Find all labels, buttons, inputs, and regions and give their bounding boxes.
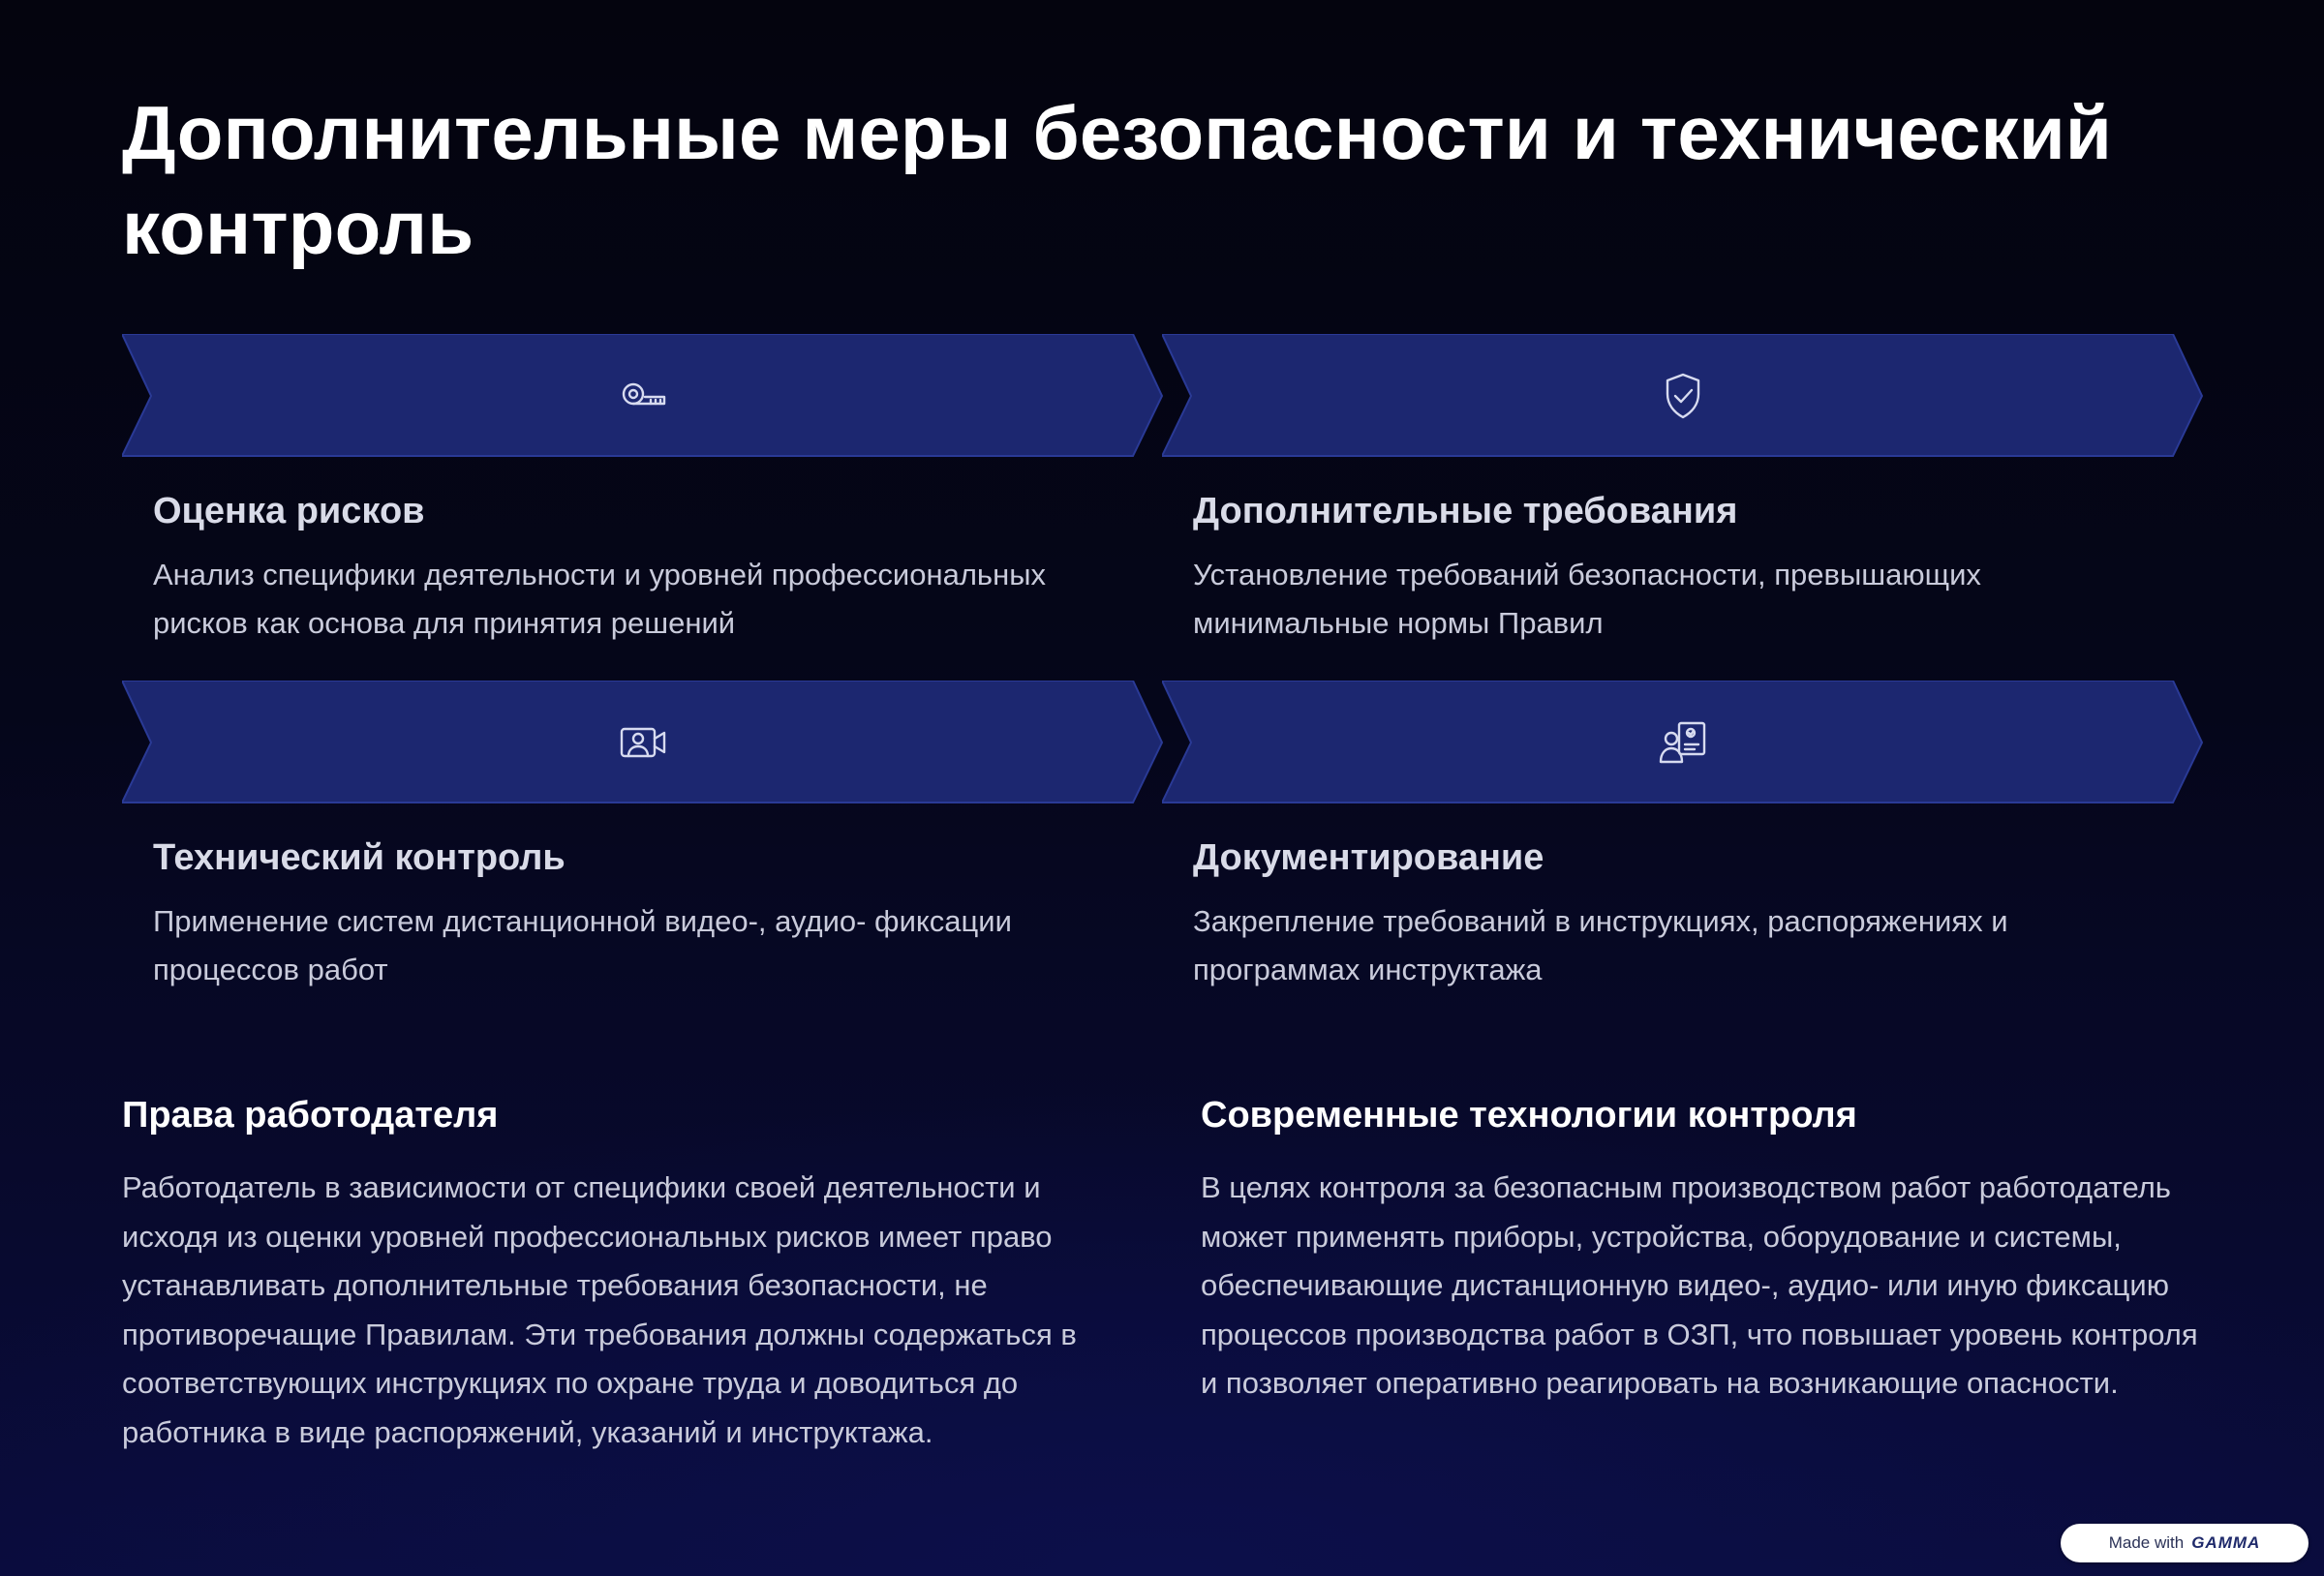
step-description: Анализ специфики деятельности и уровней профессиональных рисков как основа для принятия решений	[153, 558, 1046, 640]
section-text: Работодатель в зависимости от специфики своей деятельности и исходя из оценки уровней профессиональных рисков имеет право устанавливать дополнительные требования безопасности, не противоречащие Правилам. Эти требования должны содержаться в соответствующих инструкциях по охране труда и доводиться до работника в виде распоряжений, указаний и инструктажа.	[122, 1170, 1077, 1449]
step-technical-control	[122, 681, 1164, 986]
step-additional-requirements	[1162, 334, 2204, 640]
page-title: Дополнительные меры безопасности и технический контроль	[122, 90, 2113, 270]
step-title: Документирование	[1193, 837, 1544, 878]
badge-prefix: Made with	[2108, 1533, 2185, 1552]
section-title: Современные технологии контроля	[1201, 1095, 1857, 1136]
step-title: Оценка рисков	[153, 491, 425, 531]
section-modern-control-technologies	[1201, 1088, 2213, 1409]
shield-check-icon	[1654, 367, 1712, 425]
step-description: Закрепление требований в инструкциях, распоряжениях и программах инструктажа	[1193, 904, 2008, 986]
user-document-icon	[1654, 713, 1712, 772]
video-camera-user-icon	[614, 713, 672, 772]
section-title: Права работодателя	[122, 1095, 499, 1136]
made-with-gamma-badge[interactable]	[2061, 1524, 2309, 1562]
step-description: Применение систем дистанционной видео-, аудио- фиксации процессов работ	[153, 904, 1012, 986]
tape-measure-icon	[614, 367, 672, 425]
step-chevron	[1162, 334, 2204, 458]
step-documentation	[1162, 681, 2204, 986]
step-chevron	[1162, 681, 2204, 804]
step-description: Установление требований безопасности, превышающих минимальные нормы Правил	[1193, 558, 1981, 640]
step-chevron	[122, 334, 1164, 458]
section-employer-rights	[122, 1088, 1129, 1457]
step-title: Дополнительные требования	[1193, 491, 1738, 531]
gamma-logo: GAMMA	[2191, 1533, 2261, 1552]
step-chevron	[122, 681, 1164, 804]
section-text: В целях контроля за безопасным производством работ работодатель может применять приборы, устройства, оборудование и системы, обеспечивающие дистанционную видео-, аудио- или иную фиксацию процессов производства работ в ОЗП, что повышает уровень контроля и позволяет оперативно реагировать на возникающие опасности.	[1201, 1170, 2198, 1400]
step-risk-assessment	[122, 334, 1164, 640]
step-title: Технический контроль	[153, 837, 566, 878]
